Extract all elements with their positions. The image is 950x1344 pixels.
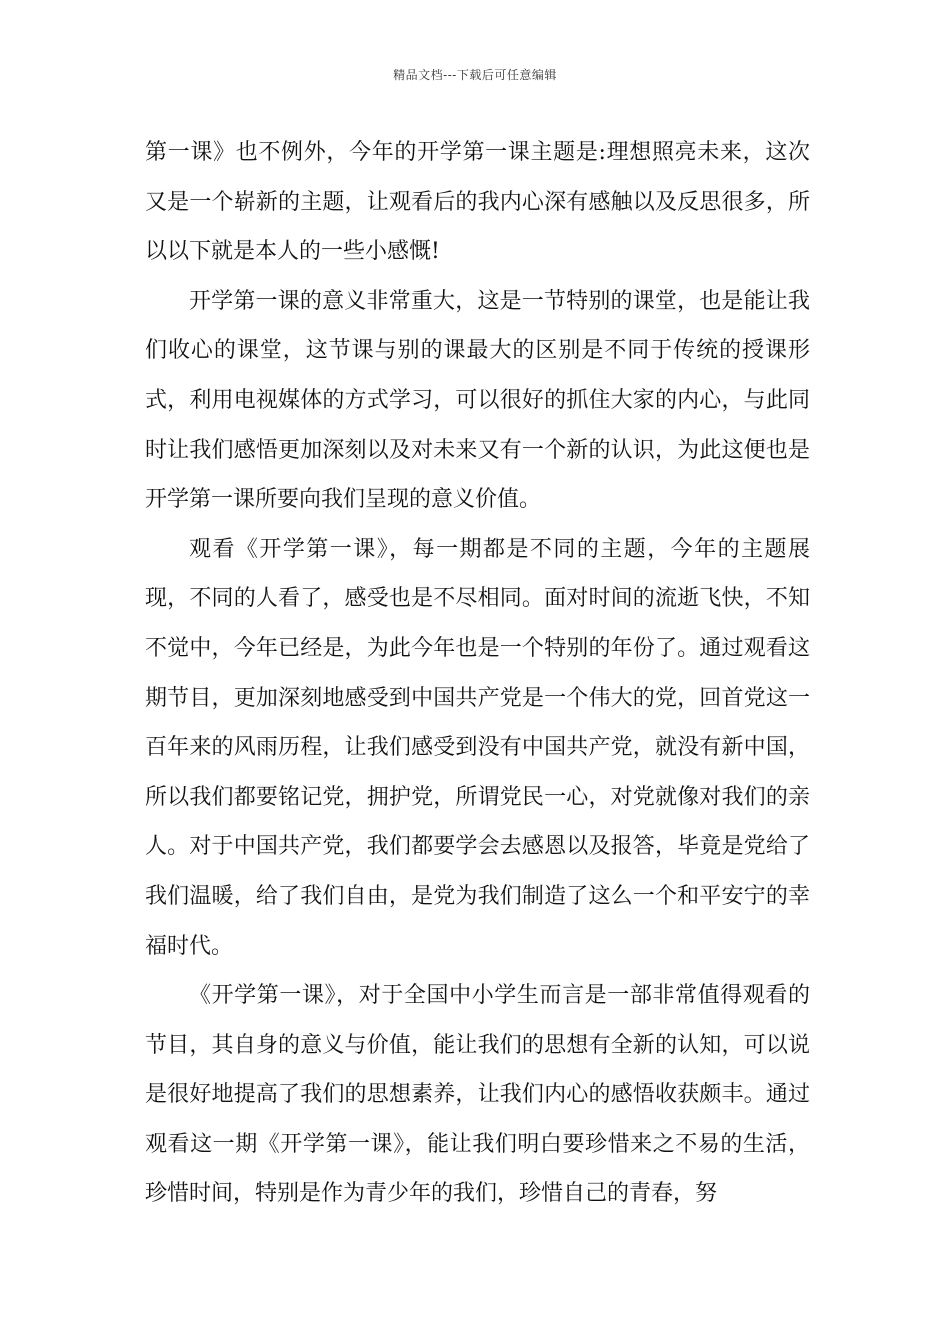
paragraph-2: 开学第一课的意义非常重大，这是一节特别的课堂，也是能让我们收心的课堂，这节课与别的课最大的区别是不同于传统的授课形式，利用电视媒体的方式学习，可以很好的抓住大家的内心，与此同时让我们感悟更加深刻以及对未来又有一个新的认识，为此这便也是开学第一课所要向我们呈现的意义价值。	[145, 288, 810, 513]
paragraph-4: 《开学第一课》，对于全国中小学生而言是一部非常值得观看的节目，其自身的意义与价值，能让我们的思想有全新的认知，可以说是很好地提高了我们的思想素养，让我们内心的感悟收获颇丰。通过观看这一期《开学第一课》，能让我们明白要珍惜来之不易的生活，珍惜时间，特别是作为青少年的我们，珍惜自己的青春，努	[145, 983, 810, 1207]
paragraph-3: 观看《开学第一课》，每一期都是不同的主题，今年的主题展现，不同的人看了，感受也是不尽相同。面对时间的流逝飞快，不知不觉中，今年已经是，为此今年也是一个特别的年份了。通过观看这期节目，更加深刻地感受到中国共产党是一个伟大的党，回首党这一百年来的风雨历程，让我们感受到没有中国共产党，就没有新中国，所以我们都要铭记党，拥护党，所谓党民一心，对党就像对我们的亲人。对于中国共产党，我们都要学会去感恩以及报答，毕竟是党给了我们温暖，给了我们自由，是党为我们制造了这么一个和平安宁的幸福时代。	[145, 536, 810, 959]
paragraph-1: 第一课》也不例外，今年的开学第一课主题是:理想照亮未来，这次又是一个崭新的主题，让观看后的我内心深有感触以及反思很多，所以以下就是本人的一些小感慨!	[145, 140, 810, 265]
document-body	[145, 128, 810, 1219]
page-header: 精品文档---下载后可任意编辑	[393, 68, 557, 82]
